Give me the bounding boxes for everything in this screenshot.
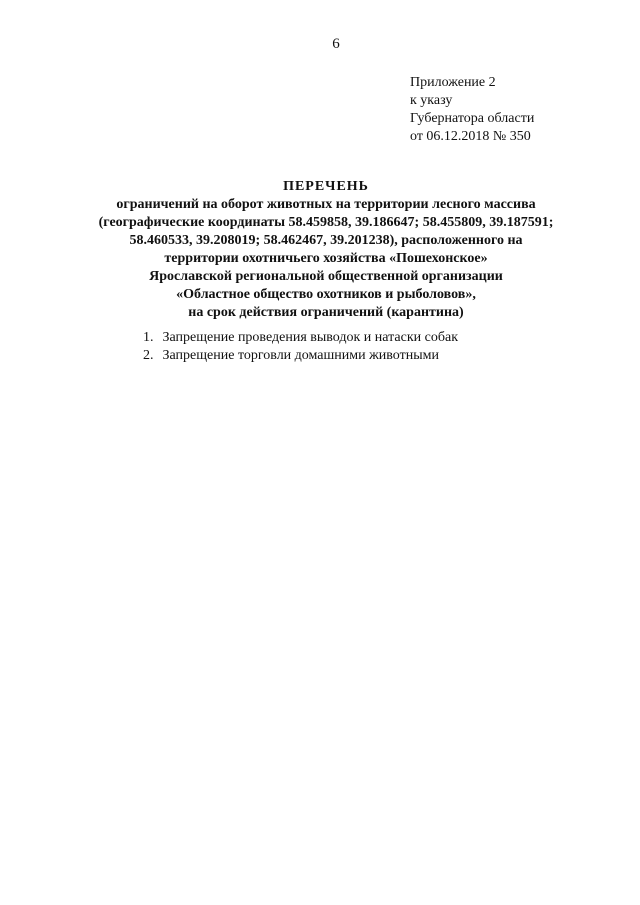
- list-item: [143, 347, 458, 365]
- restrictions-list: [143, 329, 458, 365]
- appendix-line: Приложение 2: [410, 75, 496, 90]
- heading-line: на срок действия ограничений (карантина): [188, 305, 464, 320]
- heading-line: Ярославской региональной общественной организации: [149, 269, 503, 284]
- heading-line: 58.460533, 39.208019; 58.462467, 39.201238), расположенного на: [129, 233, 523, 248]
- page-number: 6: [332, 36, 340, 52]
- document-heading: [90, 178, 562, 322]
- list-item-text: Запрещение торговли домашними животными: [162, 348, 439, 363]
- heading-line: «Областное общество охотников и рыболовов»,: [176, 287, 476, 302]
- list-item: [143, 329, 458, 347]
- list-item-text: Запрещение проведения выводок и натаски собак: [162, 330, 459, 345]
- document-title: ПЕРЕЧЕНЬ: [283, 179, 369, 194]
- appendix-line: к указу: [410, 93, 453, 108]
- heading-line: ограничений на оборот животных на территории лесного массива: [116, 197, 536, 212]
- appendix-line: от 06.12.2018 № 350: [410, 129, 531, 144]
- appendix-reference: [410, 74, 534, 146]
- heading-line: (географические координаты 58.459858, 39.186647; 58.455809, 39.187591;: [98, 215, 554, 230]
- list-item-number: 2.: [143, 348, 154, 363]
- list-item-number: 1.: [143, 330, 154, 345]
- appendix-line: Губернатора области: [410, 111, 535, 126]
- heading-line: территории охотничьего хозяйства «Пошехонское»: [164, 251, 488, 266]
